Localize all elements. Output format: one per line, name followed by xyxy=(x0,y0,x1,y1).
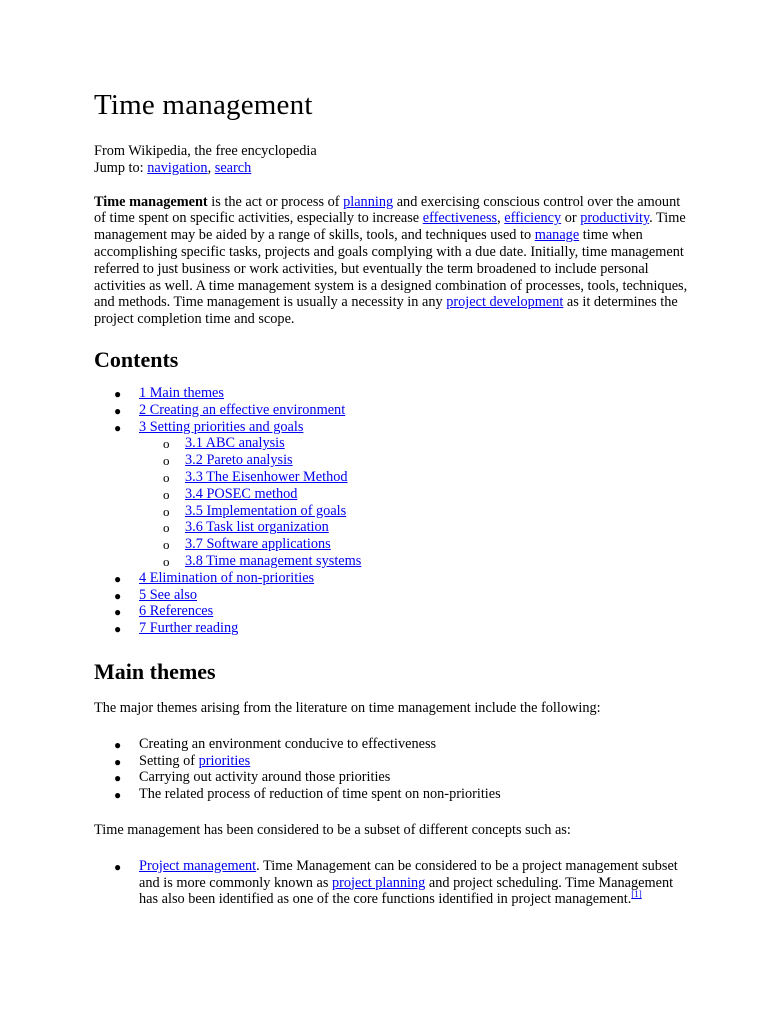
bullet-icon: ● xyxy=(114,788,122,803)
toc-item xyxy=(94,570,694,587)
toc-item xyxy=(94,385,694,402)
toc-item xyxy=(94,402,694,419)
circle-bullet-icon: o xyxy=(163,453,170,469)
theme-item xyxy=(94,736,694,753)
toc-item xyxy=(94,419,694,570)
toc-link-non-priorities[interactable]: 4 Elimination of non-priorities xyxy=(139,569,315,586)
toc-subitem xyxy=(94,536,694,553)
toc-link-see-also[interactable]: 5 See also xyxy=(139,586,197,603)
toc-link-effective-environment[interactable]: 2 Creating an effective environment xyxy=(139,401,346,418)
theme-text: Creating an environment conducive to effectiveness xyxy=(139,735,437,752)
article-meta xyxy=(94,143,694,177)
theme-item xyxy=(94,786,694,803)
toc-link-implementation-goals[interactable]: 3.5 Implementation of goals xyxy=(185,502,347,519)
toc-sublist xyxy=(94,435,694,569)
jump-navigation-link[interactable]: navigation xyxy=(147,159,208,176)
subset-text-2: and project scheduling. Time Management has also been identified as one of the core functions identified in project management. xyxy=(139,874,674,908)
toc-link-task-list[interactable]: 3.6 Task list organization xyxy=(185,519,329,536)
toc-link-abc-analysis[interactable]: 3.1 ABC analysis xyxy=(185,435,285,452)
bullet-icon: ● xyxy=(114,771,122,786)
intro-text-7: as it determines the project completion time and scope. xyxy=(94,294,678,328)
bullet-icon: ● xyxy=(114,737,122,752)
project-development-link[interactable]: project development xyxy=(446,294,564,311)
toc-item xyxy=(94,603,694,620)
intro-bold-term: Time management xyxy=(94,193,208,210)
planning-link[interactable]: planning xyxy=(343,193,394,210)
theme-item xyxy=(94,769,694,786)
toc-subitem xyxy=(94,553,694,570)
toc-link-priorities-goals[interactable]: 3 Setting priorities and goals xyxy=(139,418,304,435)
main-themes-lead: The major themes arising from the literature on time management include the following: xyxy=(94,699,601,716)
jump-prefix: Jump to: xyxy=(94,159,148,176)
toc-subitem xyxy=(94,486,694,503)
bullet-icon: ● xyxy=(114,420,122,435)
toc-subitem xyxy=(94,435,694,452)
toc-subitem xyxy=(94,519,694,536)
efficiency-link[interactable]: efficiency xyxy=(504,210,562,227)
effectiveness-link[interactable]: effectiveness xyxy=(422,210,498,227)
theme-text: The related process of reduction of time spent on non-priorities xyxy=(139,786,501,803)
circle-bullet-icon: o xyxy=(163,469,170,485)
toc-link-further-reading[interactable]: 7 Further reading xyxy=(139,620,239,637)
bullet-icon: ● xyxy=(114,622,122,637)
toc-list xyxy=(94,385,694,637)
toc-link-posec-method[interactable]: 3.4 POSEC method xyxy=(185,485,298,502)
theme-item xyxy=(94,753,694,770)
intro-text-5: . Time management may be aided by a range of skills, tools, and techniques used to xyxy=(94,210,686,244)
circle-bullet-icon: o xyxy=(163,520,170,536)
bullet-icon: ● xyxy=(114,588,122,603)
toc-item xyxy=(94,587,694,604)
page-title: Time management xyxy=(94,89,313,121)
productivity-link[interactable]: productivity xyxy=(580,210,650,227)
tagline: From Wikipedia, the free encyclopedia xyxy=(94,143,317,159)
jump-search-link[interactable]: search xyxy=(214,159,252,176)
themes-list xyxy=(94,736,694,803)
project-planning-link[interactable]: project planning xyxy=(331,874,426,891)
reference-link-1[interactable]: [1] xyxy=(631,889,642,900)
contents-heading: Contents xyxy=(94,346,179,372)
theme-text: Setting of xyxy=(139,752,199,769)
toc-item xyxy=(94,620,694,637)
project-management-link[interactable]: Project management xyxy=(139,857,257,874)
bullet-icon: ● xyxy=(114,386,122,401)
intro-text-4: or xyxy=(561,210,581,227)
subset-item xyxy=(94,858,694,908)
circle-bullet-icon: o xyxy=(163,553,170,569)
toc-link-software-applications[interactable]: 3.7 Software applications xyxy=(185,536,331,553)
bullet-icon: ● xyxy=(114,754,122,769)
bullet-icon: ● xyxy=(114,571,122,586)
bullet-icon: ● xyxy=(114,859,122,874)
main-themes-heading: Main themes xyxy=(94,658,216,684)
article-content xyxy=(94,86,694,908)
intro-text-2: and exercising conscious control over the amount of time spent on specific activities, especially to increase xyxy=(94,193,681,227)
toc-link-eisenhower-method[interactable]: 3.3 The Eisenhower Method xyxy=(185,468,348,485)
theme-text: Carrying out activity around those priorities xyxy=(139,769,391,786)
bullet-icon: ● xyxy=(114,605,122,620)
toc-subitem xyxy=(94,452,694,469)
circle-bullet-icon: o xyxy=(163,503,170,519)
intro-text-6: time when accomplishing specific tasks, projects and goals complying with a due date. Initially, time management referred to just business or work activities, but eventually the term broadened to include personal activities as well. A time management system is a designed combination of processes, tools, techniques, and methods. Time management is usually a necessity in any xyxy=(94,227,688,311)
subset-list xyxy=(94,858,694,908)
subset-text-1: . Time Management can be considered to be a project management subset and is more commonly known as xyxy=(139,857,678,891)
bullet-icon: ● xyxy=(114,403,122,418)
jump-links xyxy=(94,160,694,177)
subset-paragraph: Time management has been considered to be a subset of different concepts such as: xyxy=(94,821,571,838)
toc-subitem xyxy=(94,469,694,486)
toc-link-tm-systems[interactable]: 3.8 Time management systems xyxy=(185,552,362,569)
intro-text-1: is the act or process of xyxy=(207,193,344,210)
toc-subitem xyxy=(94,503,694,520)
toc-link-references[interactable]: 6 References xyxy=(139,603,214,620)
toc-link-main-themes[interactable]: 1 Main themes xyxy=(139,384,224,401)
circle-bullet-icon: o xyxy=(163,436,170,452)
circle-bullet-icon: o xyxy=(163,486,170,502)
priorities-link[interactable]: priorities xyxy=(198,752,251,769)
intro-text-3: , xyxy=(497,210,505,227)
intro-paragraph xyxy=(94,194,694,328)
toc-link-pareto-analysis[interactable]: 3.2 Pareto analysis xyxy=(185,452,293,469)
manage-link[interactable]: manage xyxy=(534,227,580,244)
jump-separator: , xyxy=(207,159,215,176)
circle-bullet-icon: o xyxy=(163,537,170,553)
